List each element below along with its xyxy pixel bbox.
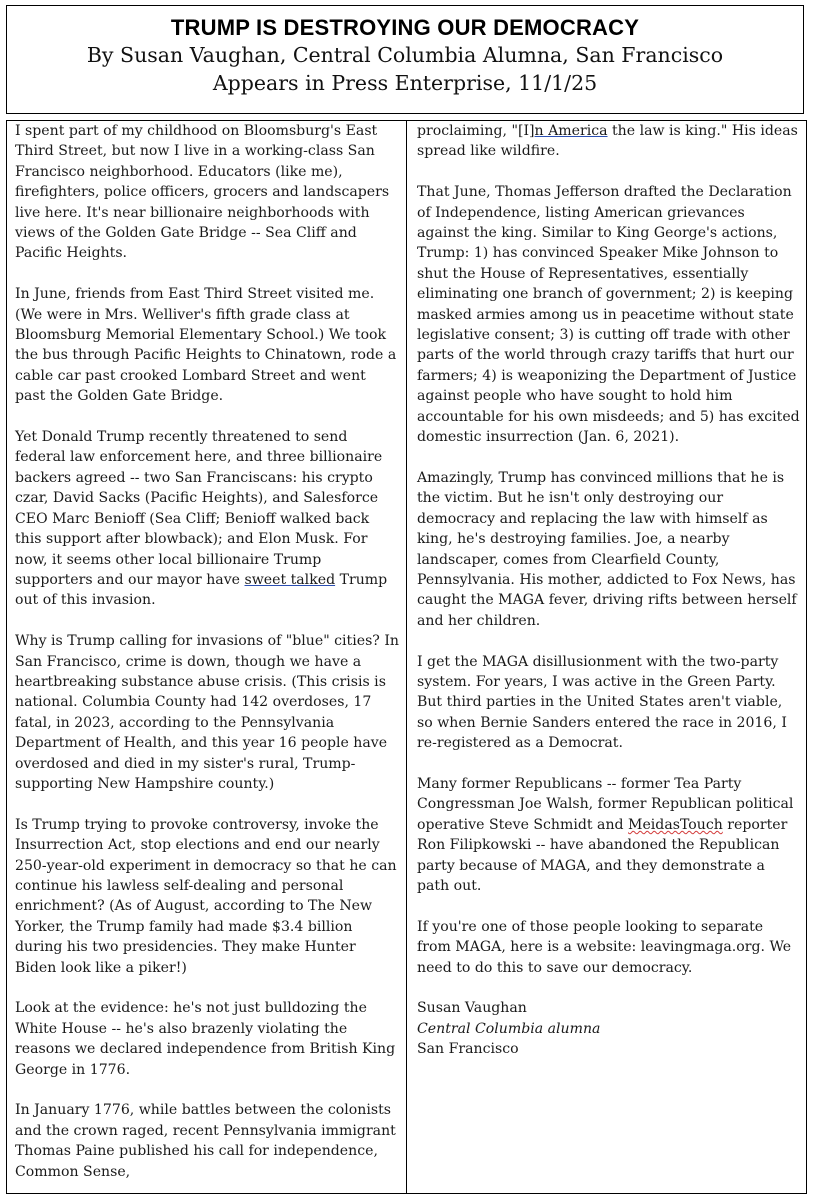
signature-affiliation: Central Columbia alumna <box>417 1020 601 1037</box>
right-paragraph-1-text-b: the law is king." His ideas spread like wildfire. <box>417 123 798 160</box>
left-paragraph-1: I spent part of my childhood on Bloomsburg's East Third Street, but now I live in a working-class San Francisco neighborhood. Educators (like me), firefighters, police officers, grocers and landscapers live here. It's near billionaire neighborhoods with views of the Golden Gate Bridge -- Sea Cliff and Pacific Heights. <box>15 123 390 262</box>
left-column <box>6 120 407 1194</box>
right-paragraph-2: That June, Thomas Jefferson drafted the Declaration of Independence, listing American grievances against the king. Similar to King George's actions, Trump: 1) has convinced Speaker Mike Johnson to shut the House of Representatives, essentially eliminating one branch of government; 2) is keeping masked armies among us in peacetime without state legislative consent; 3) is cutting off trade with other parts of the world through crazy tariffs that hurt our farmers; 4) is weaponizing the Department of Justice against people who have sought to hold him accountable for his own misdeeds; and 5) has excited domestic insurrection (Jan. 6, 2021). <box>417 184 800 446</box>
left-paragraph-3-text-b: Trump out of this invasion. <box>15 571 388 609</box>
left-paragraph-3 <box>15 427 400 611</box>
left-paragraph-5: Is Trump trying to provoke controversy, invoke the Insurrection Act, stop elections and end our nearly 250-year-old experiment in democracy so that he can continue his lawless self-dealing and personal enrichment? (As of August, according to The New Yorker, the Trump family had made $3.4 billion during his two presidencies. They make Hunter Biden look like a piker!) <box>15 816 397 976</box>
meidastouch-spellcheck-word: MeidasTouch <box>628 816 723 833</box>
left-paragraph-6: Look at the evidence: he's not just bulldozing the White House -- he's also brazenly violating the reasons we declared independence from British King George in 1776. <box>15 1000 396 1078</box>
header-box <box>6 5 804 114</box>
left-paragraph-7: In January 1776, while battles between the colonists and the crown raged, recent Pennsylvania immigrant Thomas Paine published his call for independence, Common Sense, <box>15 1102 396 1180</box>
sweet-talked-link[interactable]: sweet talked <box>244 571 336 588</box>
right-paragraph-4: I get the MAGA disillusionment with the two-party system. For years, I was active in the Green Party. But third parties in the United States aren't viable, so when Bernie Sanders entered the race in 2016, I re-registered as a Democrat. <box>417 653 787 752</box>
right-paragraph-5 <box>417 774 800 896</box>
article-title: TRUMP IS DESTROYING OUR DEMOCRACY <box>170 15 640 40</box>
signature-city: San Francisco <box>417 1041 519 1058</box>
right-paragraph-1-text-a: proclaiming, "[I] <box>417 123 535 139</box>
in-america-link[interactable]: n America <box>534 123 608 139</box>
left-paragraph-3-text-a: Yet Donald Trump recently threatened to send federal law enforcement here, and three billionaire backers agreed -- two San Franciscans: his crypto czar, David Sacks (Pacific Heights), and Salesforce CEO Marc Benioff (Sea Cliff; Benioff walked back this support after blowback); and Elon Musk. For now, it seems other local billionaire Trump supporters and our mayor have <box>15 429 383 588</box>
right-paragraph-6: If you're one of those people looking to separate from MAGA, here is a website: leavingmaga.org. We need to do this to save our democracy. <box>417 918 792 976</box>
left-paragraph-4: Why is Trump calling for invasions of "blue" cities? In San Francisco, crime is down, though we have a heartbreaking substance abuse crisis. (This crisis is national. Columbia County had 142 overdoses, 17 fatal, in 2023, according to the Pennsylvania Department of Health, and this year 16 people have overdosed and died in my sister's rural, Trump-supporting New Hampshire county.) <box>15 633 399 792</box>
right-paragraph-5-text-a: Many former Republicans -- former Tea Party Congressman Joe Walsh, former Republican political operative Steve Schmidt and <box>417 775 794 833</box>
byline: By Susan Vaughan, Central Columbia Alumna, San Francisco <box>86 43 724 67</box>
left-paragraph-2: In June, friends from East Third Street visited me. (We were in Mrs. Welliver's fifth grade class at Bloomsburg Memorial Elementary School.) We took the bus through Pacific Heights to Chinatown, rode a cable car past crooked Lombard Street and went past the Golden Gate Bridge. <box>15 286 397 405</box>
publication-line: Appears in Press Enterprise, 11/1/25 <box>212 71 598 95</box>
right-paragraph-5-text-b: reporter Ron Filipkowski -- have abandoned the Republican party because of MAGA, and they demonstrate a path out. <box>417 816 788 894</box>
right-paragraph-3: Amazingly, Trump has convinced millions that he is the victim. But he isn't only destroying our democracy and replacing the law with himself as king, he's destroying families. Joe, a nearby landscaper, comes from Clearfield County, Pennsylvania. His mother, addicted to Fox News, has caught the MAGA fever, driving rifts between herself and her children. <box>417 469 797 629</box>
signature-name: Susan Vaughan <box>417 1000 527 1017</box>
right-paragraph-1 <box>417 121 800 162</box>
right-column <box>406 120 807 1194</box>
